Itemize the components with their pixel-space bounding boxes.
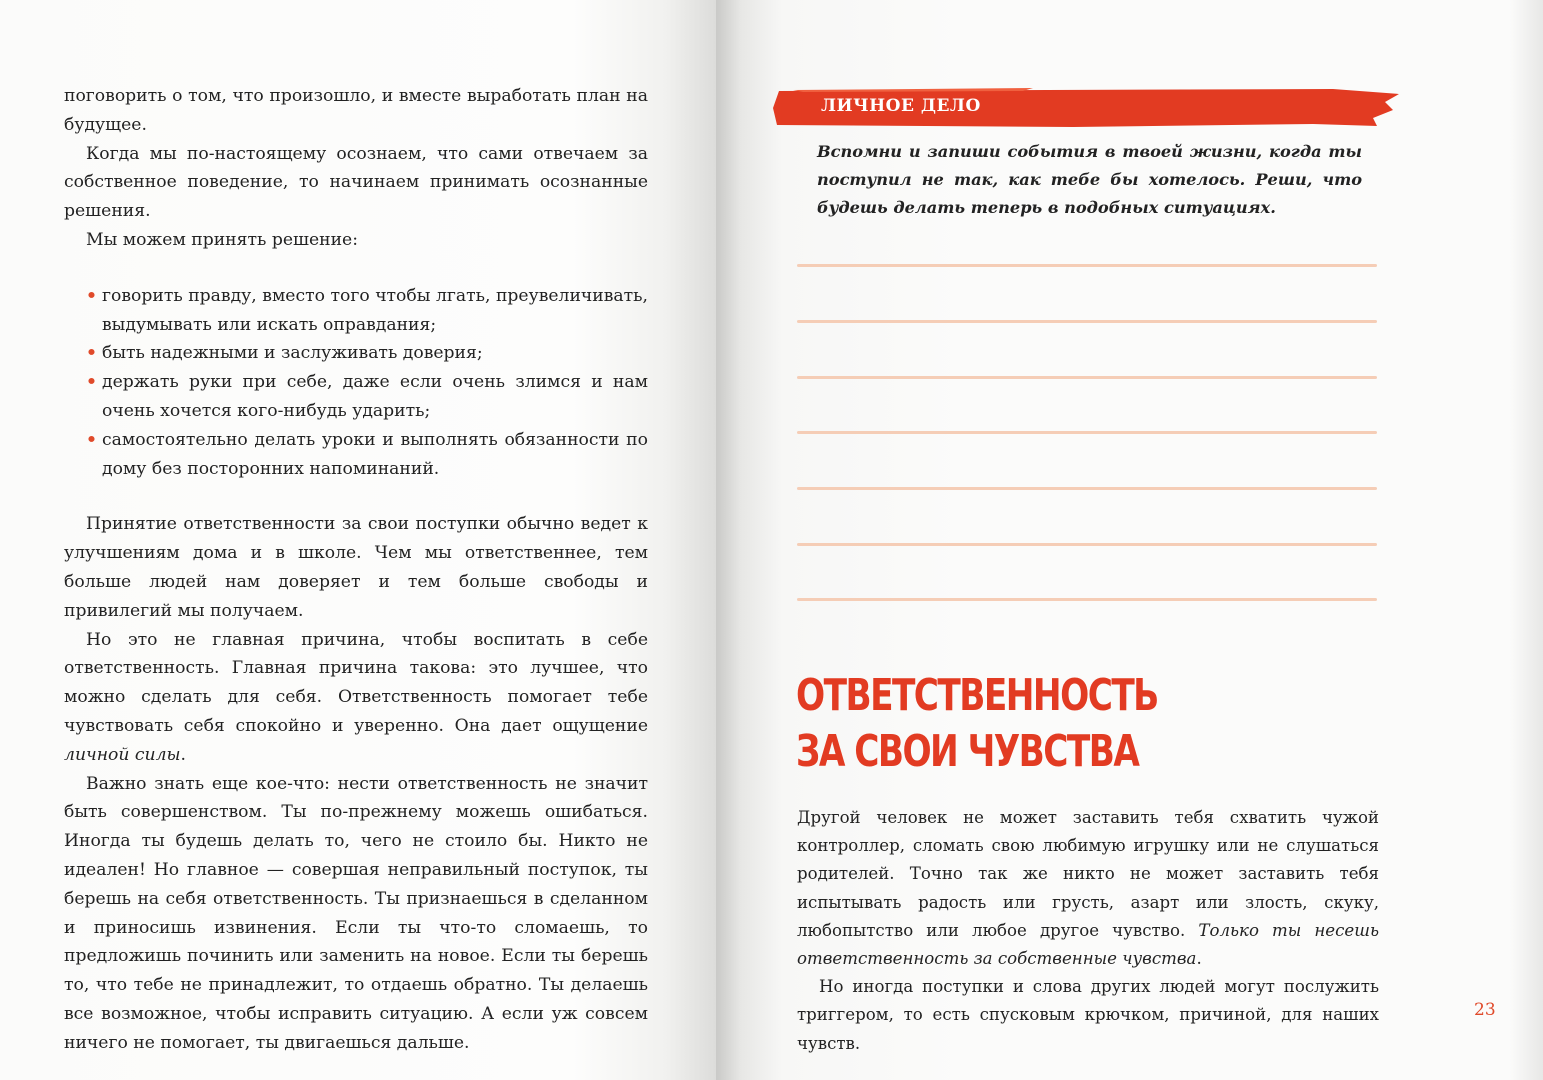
writing-line	[797, 376, 1377, 379]
paragraph-text: .	[180, 744, 187, 765]
paragraph-text: Но это не главная причина, чтобы воспитать в себе ответственность. Главная причина такова: это лучшее, что можно сделать для себя. Ответственность помогает тебе чувствовать себя спокойно и уверенно. Она дает ощущение	[64, 629, 648, 736]
bullet-icon	[86, 426, 97, 455]
left-text-column	[64, 82, 648, 1058]
bullet-icon	[86, 282, 97, 311]
writing-line	[797, 431, 1377, 434]
section-banner	[773, 88, 1399, 128]
right-text-column	[797, 804, 1379, 1058]
writing-line	[797, 543, 1377, 546]
paragraph: Когда мы по-настоящему осознаем, что сами отвечаем за собственное поведение, то начинаем принимать осознанные решения.	[64, 143, 648, 222]
paragraph: Важно знать еще кое-что: нести ответственность не значит быть совершенством. Ты по-прежнему можешь ошибаться. Иногда ты будешь делать то, чего не стоило бы. Никто не идеален! Но главное — совершая неправильный поступок, ты берешь на себя ответственность. Ты признаешься в сделанном и приносишь извинения. Если ты что-то сломаешь, то предложишь починить или заменить на новое. Если ты берешь то, что тебе не принадлежит, то отдаешь обратно. Ты делаешь все возможное, чтобы исправить ситуацию. А если уж совсем ничего не помогает, ты двигаешься дальше.	[64, 773, 648, 1053]
paragraph-text: Другой человек не может заставить тебя схватить чужой контроллер, сломать свою любимую игрушку или не слушаться родителей. Точно так же никто не может заставить тебя испытывать радость или грусть, азарт или злость, скуку, любопытство или любое другое чувство.	[797, 808, 1379, 940]
writing-line	[797, 598, 1377, 601]
list-item-text: быть надежными и заслуживать доверия;	[102, 343, 483, 364]
section-heading	[796, 668, 1158, 780]
bullet-icon	[86, 368, 97, 397]
list-item	[64, 282, 648, 340]
paragraph	[797, 804, 1379, 973]
banner-label: ЛИЧНОЕ ДЕЛО	[821, 96, 981, 116]
list-item-text: говорить правду, вместо того чтобы лгать, преувеличивать, выдумывать или искать оправдания;	[102, 285, 648, 335]
paragraph: Но иногда поступки и слова других людей могут послужить триггером, то есть спусковым крючком, причиной, для наших чувств.	[797, 977, 1379, 1053]
list-item	[64, 426, 648, 484]
writing-line	[797, 487, 1377, 490]
bullet-icon	[86, 339, 97, 368]
emphasis-text: личной силы	[64, 744, 181, 765]
paragraph: Принятие ответственности за свои поступки обычно ведет к улучшениям дома и в школе. Чем мы ответственнее, тем больше людей нам доверяет и тем больше свободы и привилегий мы получаем.	[64, 514, 648, 621]
paragraph: Мы можем принять решение:	[86, 229, 359, 250]
writing-line	[797, 320, 1377, 323]
paragraph-text: .	[1196, 949, 1202, 969]
paragraph: поговорить о том, что произошло, и вместе выработать план на будущее.	[64, 86, 648, 135]
page-number: 23	[1474, 1000, 1496, 1020]
list-item-text: самостоятельно делать уроки и выполнять обязанности по дому без посторонних напоминаний.	[102, 429, 648, 479]
list-item	[64, 368, 648, 426]
list-item-text: держать руки при себе, даже если очень злимся и нам очень хочется кого-нибудь ударить;	[102, 372, 648, 421]
exercise-prompt: Вспомни и запиши события в твоей жизни, когда ты поступил не так, как тебе бы хотелось. Реши, что будешь делать теперь в подобных ситуациях.	[817, 142, 1362, 218]
emphasis-text: Только ты несешь ответственность за собственные чувства	[797, 920, 1379, 969]
bullet-list	[64, 282, 648, 484]
left-page	[0, 0, 716, 1080]
heading-line: ЗА СВОИ ЧУВСТВА	[796, 726, 1139, 777]
writing-line	[797, 264, 1377, 267]
list-item	[64, 339, 648, 368]
paragraph	[64, 626, 648, 770]
heading-line: ОТВЕТСТВЕННОСТЬ	[796, 670, 1158, 721]
